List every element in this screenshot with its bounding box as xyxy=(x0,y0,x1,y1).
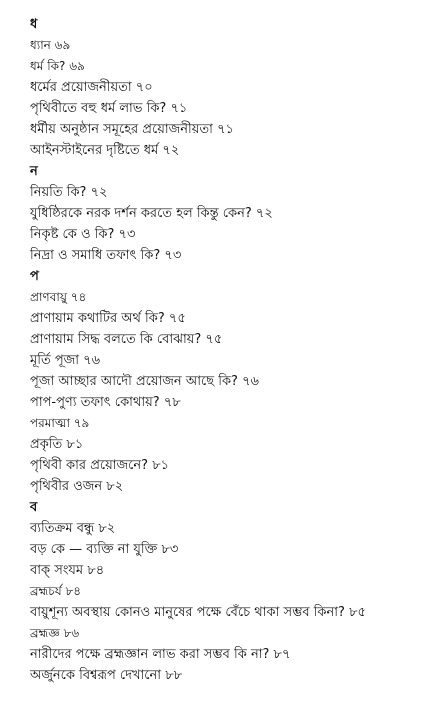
index-entry: ধ্যান ৬৯ xyxy=(30,38,71,52)
index-entry: বাক্‌ সংযম ৮৪ xyxy=(30,563,105,578)
section-letter-dha: ধ xyxy=(30,17,38,32)
index-entry: পৃথিবীর ওজন ৮২ xyxy=(30,479,124,494)
section-letter-ba: ব xyxy=(30,500,38,515)
index-entry: পাপ-পুণ্য তফাৎ কোথায়? ৭৮ xyxy=(30,395,181,410)
index-entry: ধর্মীয় অনুষ্ঠান সমূহের প্রয়োজনীয়তা ৭১ xyxy=(30,122,234,137)
index-entry: ধর্ম কি? ৬৯ xyxy=(30,59,85,73)
index-entry: নিকৃষ্ট কে ও কি? ৭৩ xyxy=(30,227,136,242)
index-entry: যুধিষ্ঠিরকে নরক দর্শন করতে হল কিন্তু কেন? ৭২ xyxy=(30,206,273,221)
section-letter-na: ন xyxy=(30,164,38,179)
index-entry: অর্জুনকে বিশ্বরূপ দেখানো ৮৮ xyxy=(30,668,183,683)
index-entry: আইনস্টাইনের দৃষ্টিতে ধর্ম ৭২ xyxy=(30,143,180,158)
index-entry: প্রাণবায়ু ৭৪ xyxy=(30,290,87,304)
index-entry: প্রাণায়াম কথাটির অর্থ কি? ৭৫ xyxy=(30,311,186,326)
index-list xyxy=(30,14,410,686)
index-entry: পূজা আচ্ছার আদৌ প্রয়োজন আছে কি? ৭৬ xyxy=(30,374,259,389)
index-entry: নিদ্রা ও সমাধি তফাৎ কি? ৭৩ xyxy=(30,248,182,263)
index-entry: মূর্তি পূজা ৭৬ xyxy=(30,353,101,368)
index-entry: বায়ুশূন্য অবস্থায় কোনও মানুষের পক্ষে বেঁচে থাকা সম্ভব কিনা? ৮৫ xyxy=(30,605,366,620)
index-entry: ব্রহ্মচর্য ৮৪ xyxy=(30,584,82,598)
index-entry: পৃথিবী কার প্রয়োজনে? ৮১ xyxy=(30,458,170,473)
index-entry: পৃথিবীতে বহু ধর্ম লাভ কি? ৭১ xyxy=(30,101,188,116)
index-entry: নারীদের পক্ষে ব্রহ্মজ্ঞান লাভ করা সম্ভব কি না? ৮৭ xyxy=(30,647,291,662)
index-entry: বড় কে — ব্যক্তি না যুক্তি ৮৩ xyxy=(30,542,179,557)
index-entry: ব্যতিক্রম বন্ধু ৮২ xyxy=(30,521,116,536)
index-entry: প্রকৃতি ৮১ xyxy=(30,437,84,452)
index-entry: নিয়তি কি? ৭২ xyxy=(30,185,108,200)
index-entry: পরমাত্মা ৭৯ xyxy=(30,416,90,430)
section-letter-pa: প xyxy=(30,269,39,284)
index-entry: ব্রহ্মজ্ঞ ৮৬ xyxy=(30,626,80,640)
index-entry: প্রাণায়াম সিদ্ধ বলতে কি বোঝায়? ৭৫ xyxy=(30,332,223,347)
index-entry: ধর্মের প্রয়োজনীয়তা ৭০ xyxy=(30,80,153,95)
